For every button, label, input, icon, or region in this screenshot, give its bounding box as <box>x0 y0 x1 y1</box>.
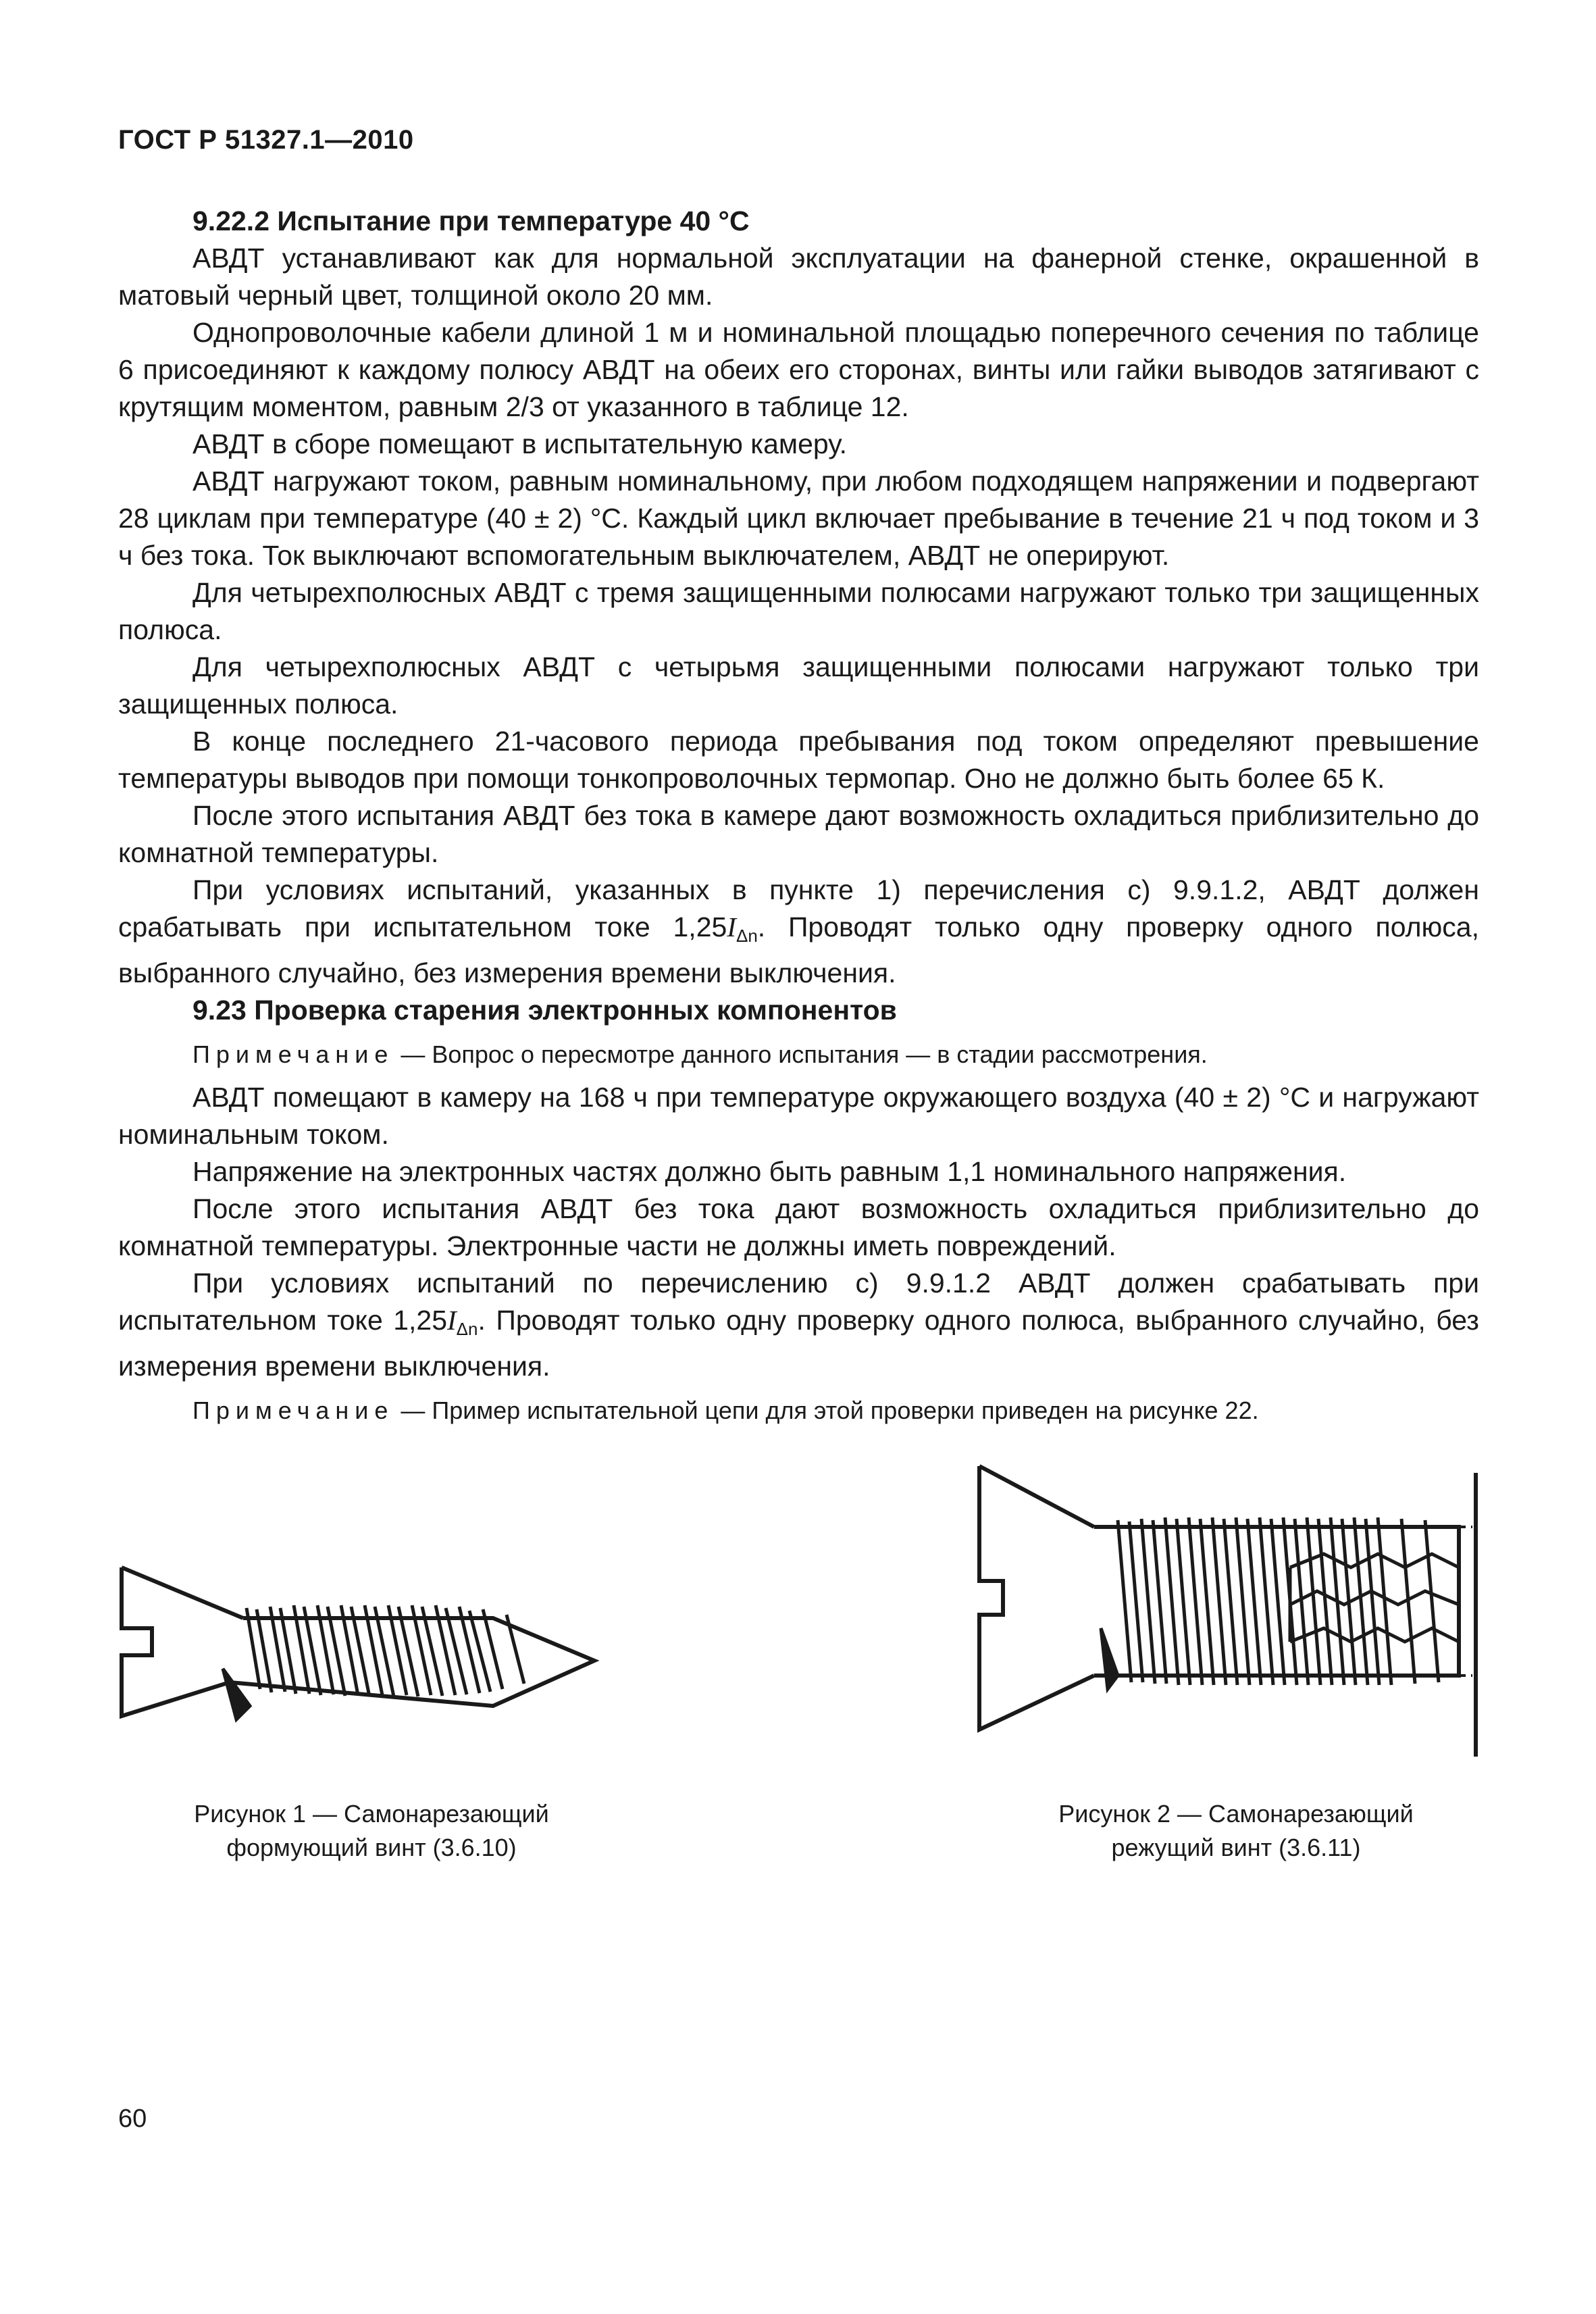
figure-2-thread-cutting-screw <box>973 1459 1489 1777</box>
figure-2-caption <box>1000 1797 1472 1865</box>
caption-line: формующий винт (3.6.10) <box>226 1834 517 1861</box>
body-text <box>118 203 1479 1435</box>
caption-line: Рисунок 1 — Самонарезающий <box>194 1800 549 1828</box>
paragraph: Для четырехполюсных АВДТ с четырьмя защищенными полюсами нагружают только три защищенных полюса. <box>118 651 1479 720</box>
text-run: . Проводят только одну проверку одного полюса, выбранного случайно, без измерения времени выключения. <box>118 911 1479 988</box>
section-9-23-heading: 9.23 Проверка старения электронных компонентов <box>192 995 897 1026</box>
paragraph: АВДТ в сборе помещают в испытательную камеру. <box>192 428 848 459</box>
caption-line: Рисунок 2 — Самонарезающий <box>1058 1800 1414 1828</box>
standard-header: ГОСТ Р 51327.1—2010 <box>118 125 414 155</box>
note <box>118 1037 1479 1072</box>
note-text: — Вопрос о пересмотре данного испытания — в стадии рассмотрения. <box>394 1040 1208 1068</box>
paragraph: Однопроволочные кабели длиной 1 м и номинальной площадью поперечного сечения по таблице 6 присоединяют к каждому полюсу АВДТ на обеих его сторонах, винты или гайки выводов затягивают с крутящим моментом, равным 2/3 от указанного в таблице 12. <box>118 317 1479 422</box>
paragraph-test-current <box>118 872 1479 992</box>
paragraph: После этого испытания АВДТ без тока дают возможность охладиться приблизительно до комнатной температуры. Электронные части не должны иметь повреждений. <box>118 1193 1479 1261</box>
caption-line: режущий винт (3.6.11) <box>1111 1834 1361 1861</box>
paragraph: Напряжение на электронных частях должно быть равным 1,1 номинального напряжения. <box>192 1156 1347 1187</box>
paragraph: АВДТ нагружают током, равным номинальному, при любом подходящем напряжении и подвергают 28 циклам при температуре (40 ± 2) °С. Каждый цикл включает пребывание в течение 21 ч под током и 3 ч без тока. Ток выключают вспомогательным выключателем, АВДТ не оперируют. <box>118 466 1479 571</box>
note <box>118 1393 1479 1428</box>
section-9-22-2-heading: 9.22.2 Испытание при температуре 40 °С <box>192 205 750 236</box>
text-run: При условиях испытаний, указанных в пункте 1) перечисления с) 9.9.1.2, АВДТ должен срабатывать при испытательном токе 1,25 <box>118 874 1479 942</box>
figure-1-caption <box>135 1797 608 1865</box>
note-text: — Пример испытательной цепи для этой проверки приведен на рисунке 22. <box>394 1397 1259 1424</box>
note-label: Примечание <box>192 1397 394 1424</box>
paragraph: АВДТ помещают в камеру на 168 ч при температуре окружающего воздуха (40 ± 2) °С и нагружают номинальным током. <box>118 1082 1479 1150</box>
current-symbol: I <box>447 1305 457 1336</box>
paragraph: В конце последнего 21-часового периода пребывания под током определяют превышение температуры выводов при помощи тонкопроволочных термопар. Оно не должно быть более 65 К. <box>118 726 1479 794</box>
figure-1-thread-forming-screw <box>115 1554 608 1797</box>
text-run: При условиях испытаний по перечислению с) 9.9.1.2 АВДТ должен срабатывать при испытательном токе 1,25 <box>118 1267 1479 1336</box>
text-run: . Проводят только одну проверку одного полюса, выбранного случайно, без измерения времени выключения. <box>118 1305 1479 1382</box>
current-symbol: I <box>727 911 736 942</box>
paragraph: Для четырехполюсных АВДТ с тремя защищенными полюсами нагружают только три защищенных полюса. <box>118 577 1479 645</box>
current-symbol-subscript: Δn <box>456 1319 478 1339</box>
current-symbol-subscript: Δn <box>736 926 758 946</box>
paragraph: После этого испытания АВДТ без тока в камере дают возможность охладиться приблизительно до комнатной температуры. <box>118 800 1479 868</box>
page-number: 60 <box>118 2105 147 2133</box>
paragraph: АВДТ устанавливают как для нормальной эксплуатации на фанерной стенке, окрашенной в матовый черный цвет, толщиной около 20 мм. <box>118 243 1479 311</box>
paragraph-test-current <box>118 1265 1479 1385</box>
note-label: Примечание <box>192 1040 394 1068</box>
